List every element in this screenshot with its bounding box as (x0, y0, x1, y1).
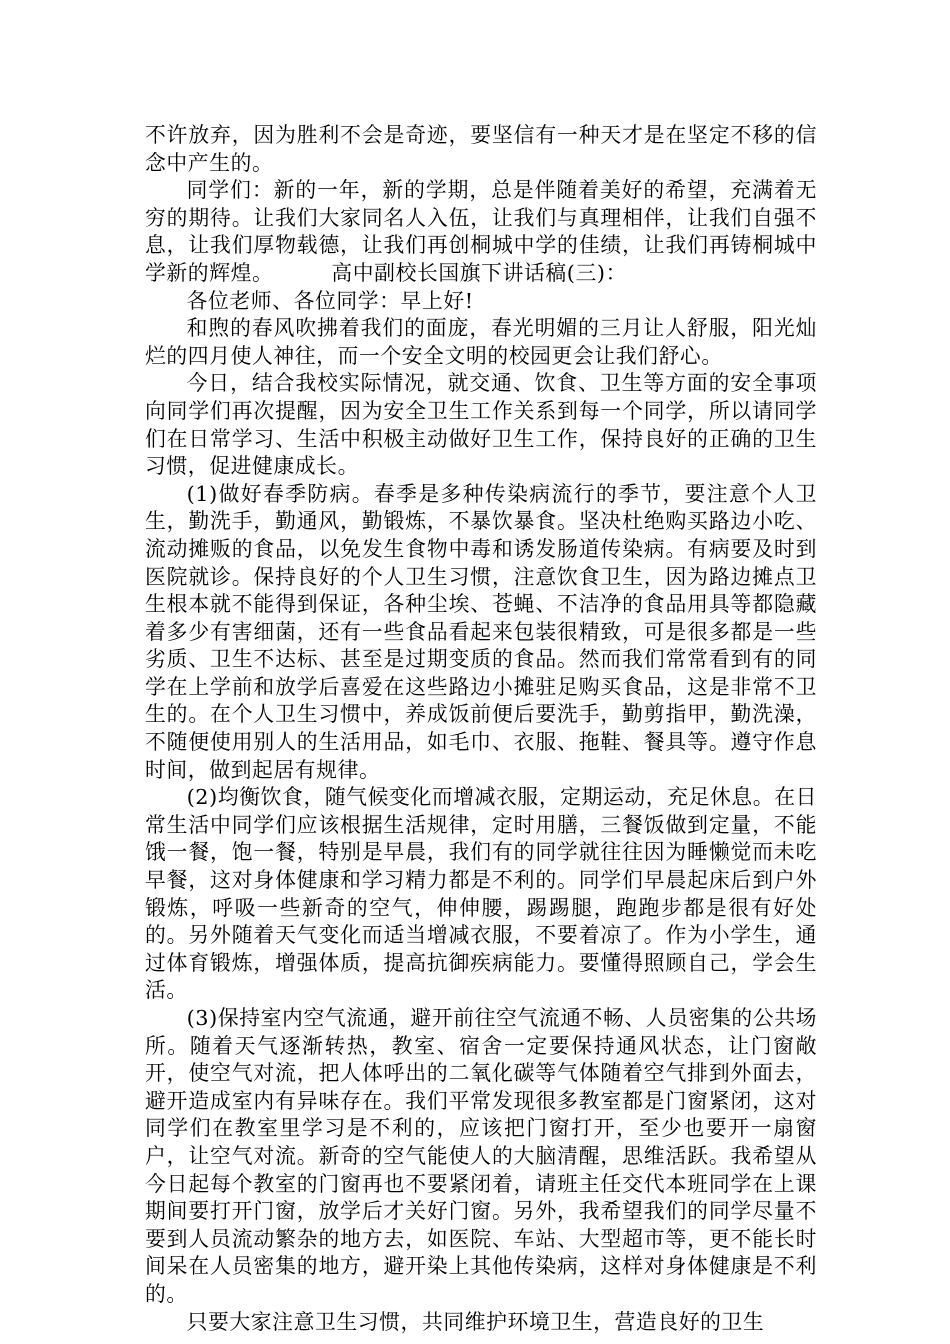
paragraph-item-2: (2)均衡饮食，随气候变化而增减衣服，定期运动，充足休息。在日常生活中同学们应该根据生活规律，定时用膳，三餐饭做到定量，不能饿一餐，饱一餐，特别是早晨，我们有的同学就往往因为睡懒觉而未吃早餐，这对身体健康和学习精力都是不利的。同学们早晨起床后到户外锻炼，呼吸一些新奇的空气，伸伸腰，踢踢腿，跑跑步都是很有好处的。另外随着天气变化而适当增减衣服，不要着凉了。作为小学生，通过体育锻炼，增强体质，提高抗御疾病能力。要懂得照顾自己，学会生活。 (145, 785, 817, 1003)
paragraph-1: 不许放弃，因为胜利不会是奇迹，要坚信有一种天才是在坚定不移的信念中产生的。 (145, 123, 817, 175)
paragraph-greeting: 各位老师、各位同学：早上好! (186, 288, 474, 313)
paragraph-item-1: (1)做好春季防病。春季是多种传染病流行的季节，要注意个人卫生，勤洗手，勤通风，勤锻炼，不暴饮暴食。坚决杜绝购买路边小吃、流动摊贩的食品，以免发生食物中毒和诱发肠道传染病。有病要及时到医院就诊。保持良好的个人卫生习惯，注意饮食卫生，因为路边摊点卫生根本就不能得到保证，各种尘埃、苍蝇、不洁净的食品用具等都隐藏着多少有害细菌，还有一些食品看起来包装很精致，可是很多都是一些劣质、卫生不达标、甚至是过期变质的食品。然而我们常常看到有的同学在上学前和放学后喜爱在这些路边小摊驻足购买食品，这是非常不卫生的。在个人卫生习惯中，养成饭前便后要洗手，勤剪指甲，勤洗澡，不随便使用别人的生活用品，如毛巾、衣服、拖鞋、餐具等。遵守作息时间，做到起居有规律。 (145, 481, 817, 782)
paragraph-item-3: (3)保持室内空气流通，避开前往空气流通不畅、人员密集的公共场所。随着天气逐渐转热，教室、宿舍一定要保持通风状态，让门窗敞开，使空气对流，把人体呼出的二氧化碳等气体随着空气排到外面去，避开造成室内有异味存在。我们平常发现很多教室都是门窗紧闭，这对同学们在教室里学习是不利的，应该把门窗打开，至少也要开一扇窗户，让空气对流。新奇的空气能使人的大脑清醒，思维活跃。我希望从今日起每个教室的门窗再也不要紧闭着，请班主任交代本班同学在上课期间要打开门窗，放学后才关好门窗。另外，我希望我们的同学尽量不要到人员流动繁杂的地方去，如医院、车站、大型超市等，更不能长时间呆在人员密集的地方，避开染上其他传染病，这样对身体健康是不利的。 (145, 1006, 817, 1306)
paragraph-intro: 今日，结合我校实际情况，就交通、饮食、卫生等方面的安全事项向同学们再次提醒，因为安全卫生工作关系到每一个同学，所以请同学们在日常学习、生活中积极主动做好卫生工作，保持良好的正确的卫生习惯，促进健康成长。 (145, 371, 817, 479)
paragraph-2-text: 同学们：新的一年，新的学期，总是伴随着美好的希望，充满着无穷的期待。让我们大家同名人入伍，让我们与真理相伴，让我们自强不息，让我们厚物载德，让我们再创桐城中学的佳绩，让我们再铸桐城中学新的辉煌。 (145, 178, 817, 285)
speech-heading: 高中副校长国旗下讲话稿(三)： (331, 260, 627, 285)
document-body (145, 122, 817, 1336)
paragraph-2 (145, 177, 817, 287)
paragraph-spring: 和煦的春风吹拂着我们的面庞，春光明媚的三月让人舒服，阳光灿烂的四月使人神往，而一个安全文明的校园更会让我们舒心。 (145, 316, 817, 368)
paragraph-closing: 只要大家注意卫生习惯，共同维护环境卫生，营造良好的卫生 (186, 1309, 765, 1334)
